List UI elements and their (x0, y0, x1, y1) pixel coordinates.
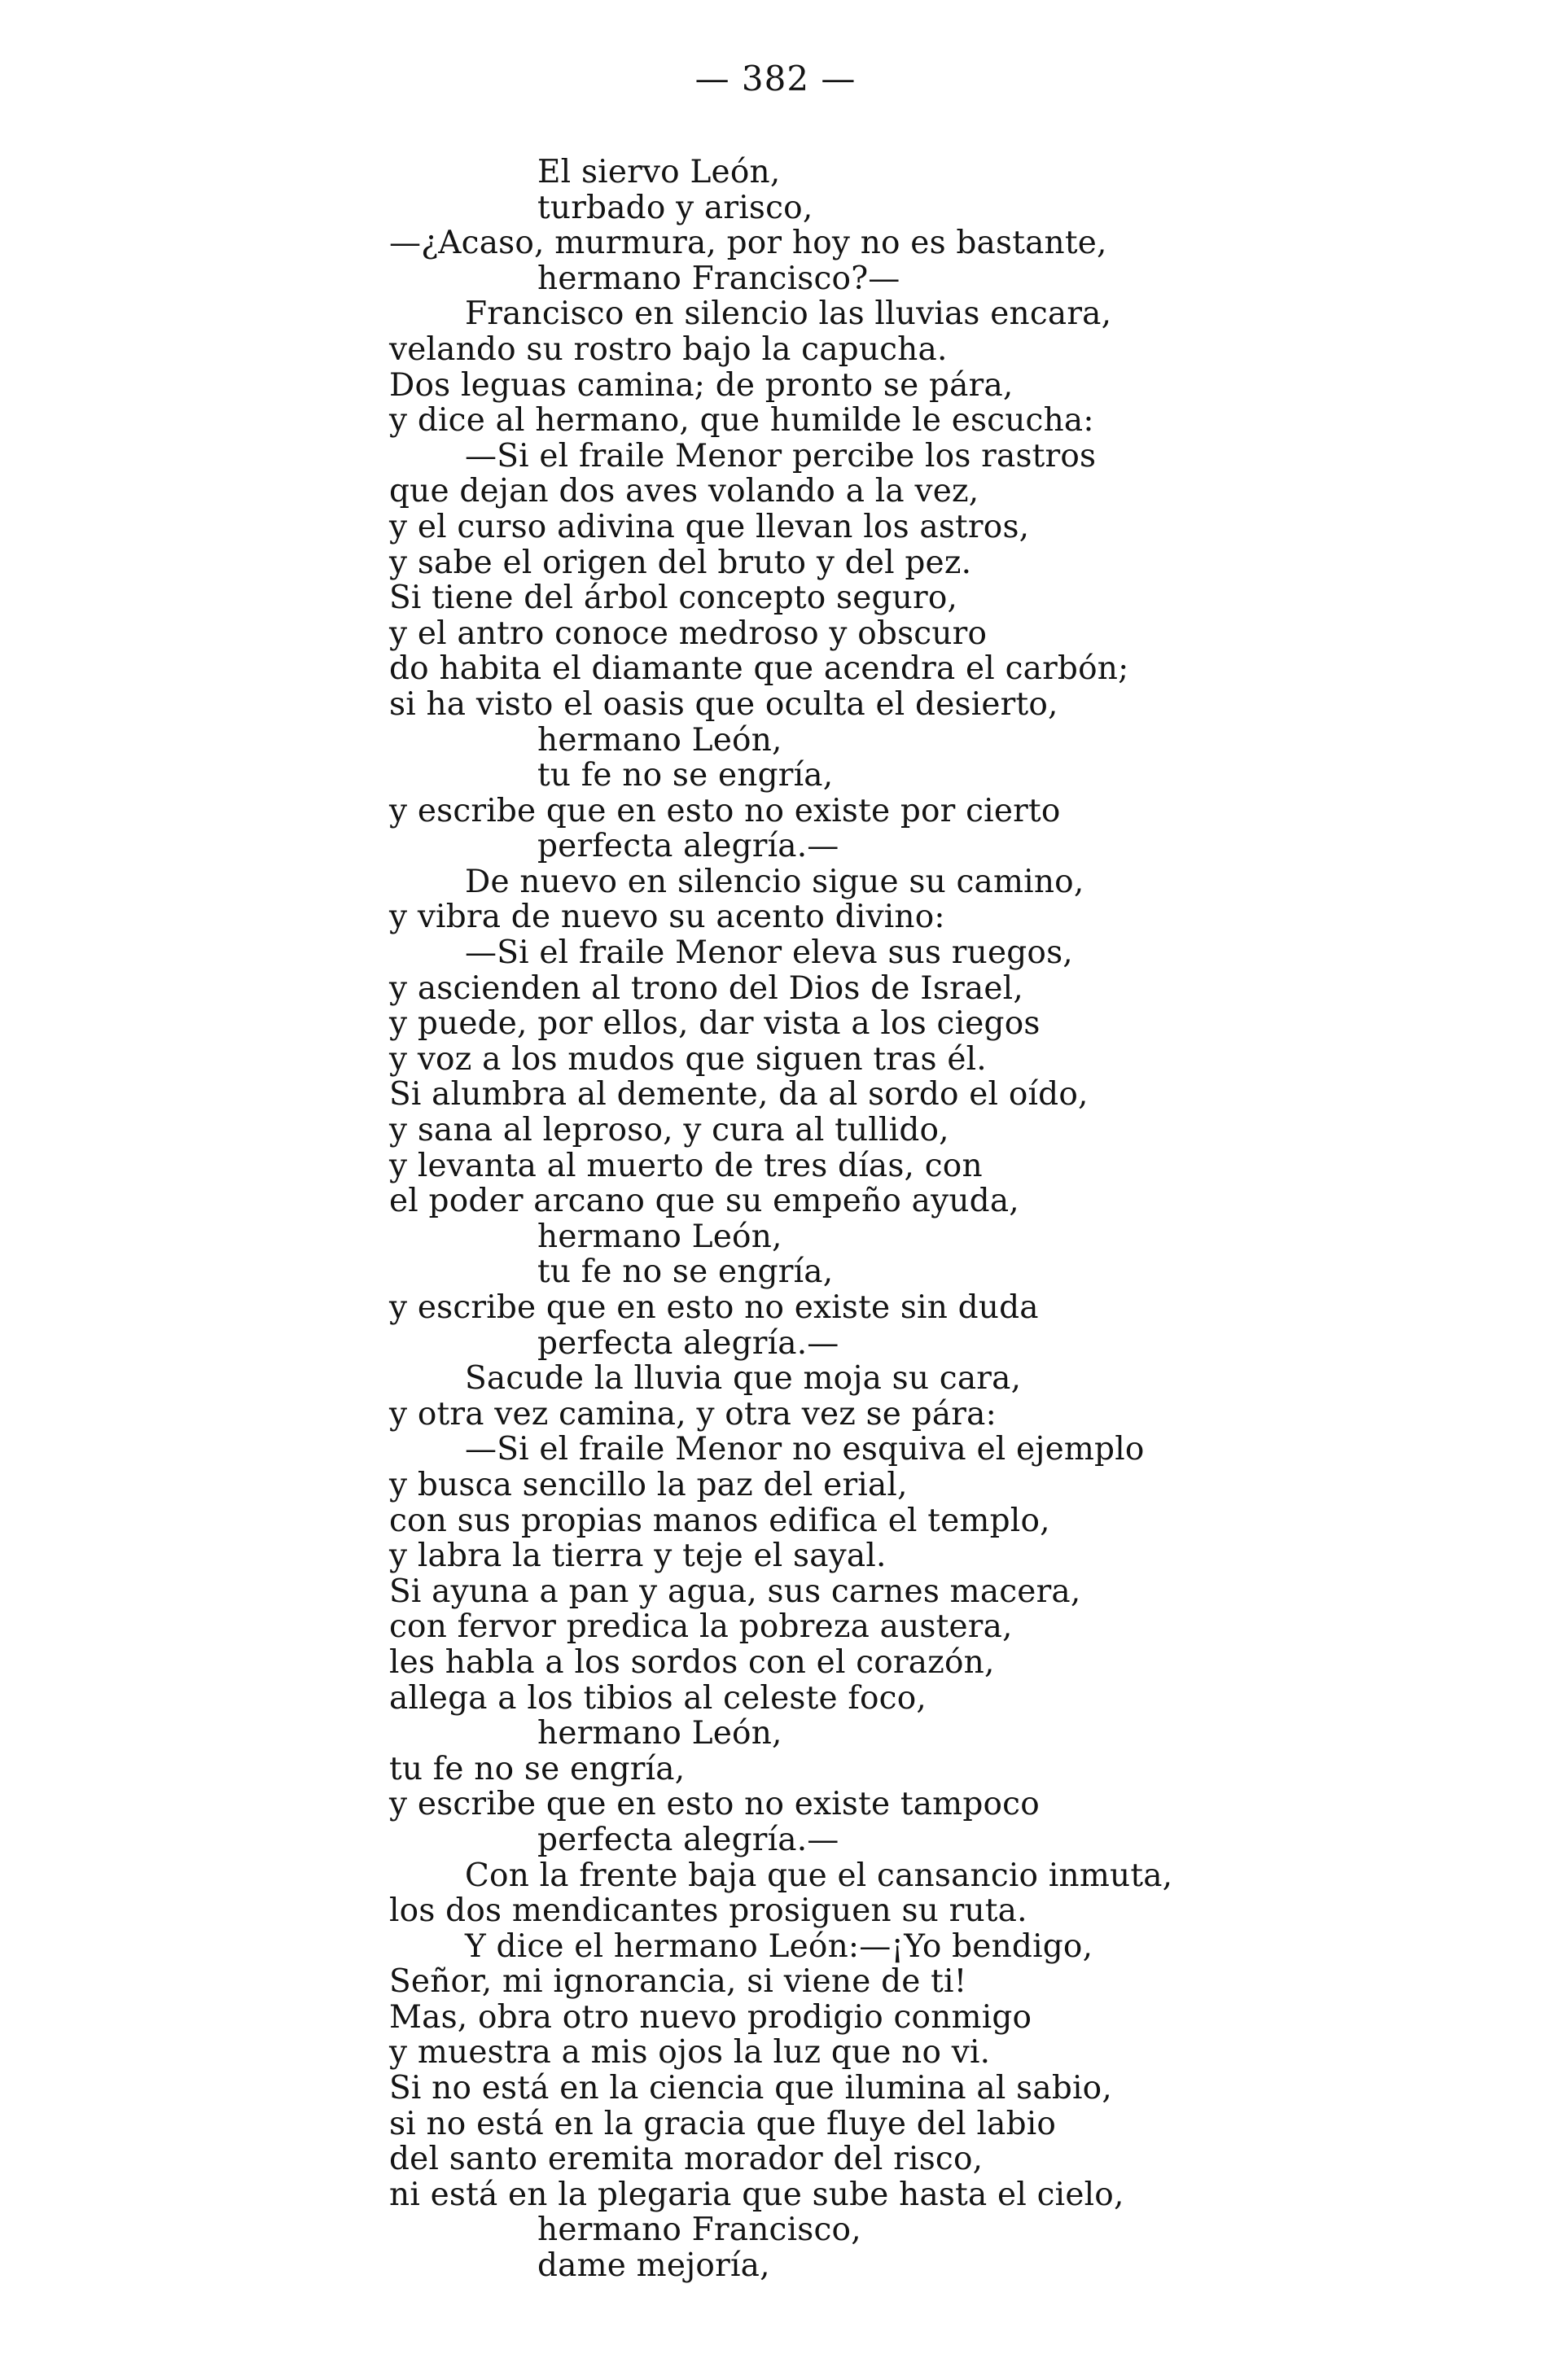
poem-line: tu fe no se engría, (537, 757, 834, 794)
poem-line: y muestra a mis ojos la luz que no vi. (389, 2034, 991, 2072)
poem-line: tu fe no se engría, (537, 1253, 834, 1291)
poem-line: —¿Acaso, murmura, por hoy no es bastante, (389, 225, 1107, 262)
poem-line: y sana al leproso, y cura al tullido, (389, 1112, 949, 1149)
poem-line: los dos mendicantes prosiguen su ruta. (389, 1892, 1027, 1930)
poem-line: y voz a los mudos que siguen tras él. (389, 1040, 987, 1078)
poem-line: Dos leguas camina; de pronto se pára, (389, 366, 1014, 404)
poem-line: tu fe no se engría, (389, 1750, 686, 1787)
poem-line: hermano Francisco?— (537, 260, 900, 297)
poem-line: y levanta al muerto de tres días, con (389, 1147, 983, 1184)
poem-line: —Si el fraile Menor percibe los rastros (465, 437, 1097, 475)
poem-line: Mas, obra otro nuevo prodigio conmigo (389, 1998, 1032, 2036)
poem-line: Si tiene del árbol concepto seguro, (389, 580, 958, 617)
poem-line: y sabe el origen del bruto y del pez. (389, 544, 972, 581)
poem-line: perfecta alegría.— (537, 1324, 839, 1362)
poem-line: Si ayuna a pan y agua, sus carnes macera, (389, 1573, 1081, 1610)
poem-line: el poder arcano que su empeño ayuda, (389, 1183, 1019, 1220)
poem-line: velando su rostro bajo la capucha. (389, 330, 948, 368)
poem-line: si ha visto el oasis que oculta el desierto, (389, 685, 1058, 723)
poem-line: perfecta alegría.— (537, 828, 839, 865)
poem-line: y escribe que en esto no existe sin duda (389, 1289, 1039, 1326)
poem-line: hermano León, (537, 1715, 782, 1752)
poem-line: y el curso adivina que llevan los astros, (389, 508, 1030, 545)
poem-line: Señor, mi ignorancia, si viene de ti! (389, 1963, 967, 2001)
poem-line: turbado y arisco, (537, 189, 813, 226)
poem-line: Francisco en silencio las lluvias encara, (465, 295, 1112, 333)
poem-line: les habla a los sordos con el corazón, (389, 1643, 995, 1681)
poem-line: y escribe que en esto no existe por cierto (389, 792, 1061, 829)
poem-line: hermano León, (537, 721, 782, 759)
poem-line: y busca sencillo la paz del erial, (389, 1466, 908, 1503)
poem-line: y vibra de nuevo su acento divino: (389, 899, 945, 936)
poem-line: con fervor predica la pobreza austera, (389, 1608, 1013, 1646)
poem-line: Si no está en la ciencia que ilumina al sabio, (389, 2070, 1112, 2107)
poem-line: hermano León, (537, 1218, 782, 1255)
poem-line: y labra la tierra y teje el sayal. (389, 1538, 887, 1575)
poem-line: allega a los tibios al celeste foco, (389, 1679, 927, 1717)
poem-line: Y dice el hermano León:—¡Yo bendigo, (465, 1927, 1093, 1965)
poem-line: y puede, por ellos, dar vista a los ciegos (389, 1005, 1041, 1043)
poem-line: Si alumbra al demente, da al sordo el oído, (389, 1076, 1089, 1113)
poem-line: del santo eremita morador del risco, (389, 2141, 984, 2178)
poem-line: que dejan dos aves volando a la vez, (389, 473, 979, 510)
poem-line: Sacude la lluvia que moja su cara, (465, 1360, 1022, 1398)
poem-line: y dice al hermano, que humilde le escucha: (389, 402, 1094, 440)
poem-line: —Si el fraile Menor no esquiva el ejemplo (465, 1431, 1145, 1468)
poem-line: do habita el diamante que acendra el carbón; (389, 650, 1129, 688)
poem-line: Con la frente baja que el cansancio inmuta, (465, 1857, 1173, 1894)
poem-line: y el antro conoce medroso y obscuro (389, 615, 988, 652)
poem-line: si no está en la gracia que fluye del labio (389, 2105, 1057, 2142)
poem-line: y otra vez camina, y otra vez se pára: (389, 1395, 997, 1433)
poem-line: ni está en la plegaria que sube hasta el cielo, (389, 2176, 1124, 2213)
poem-line: El siervo León, (537, 154, 781, 190)
poem-line: y escribe que en esto no existe tampoco (389, 1786, 1040, 1823)
page-number: — 382 — (694, 59, 857, 98)
poem-line: De nuevo en silencio sigue su camino, (465, 863, 1084, 900)
poem-line: con sus propias manos edifica el templo, (389, 1502, 1050, 1539)
poem-line: —Si el fraile Menor eleva sus ruegos, (465, 934, 1073, 972)
poem-line: hermano Francisco, (537, 2212, 861, 2249)
poem-line: y ascienden al trono del Dios de Israel, (389, 969, 1023, 1007)
poem-line: perfecta alegría.— (537, 1821, 839, 1858)
poem-line: dame mejoría, (537, 2247, 770, 2285)
poem-body (389, 155, 1513, 2284)
